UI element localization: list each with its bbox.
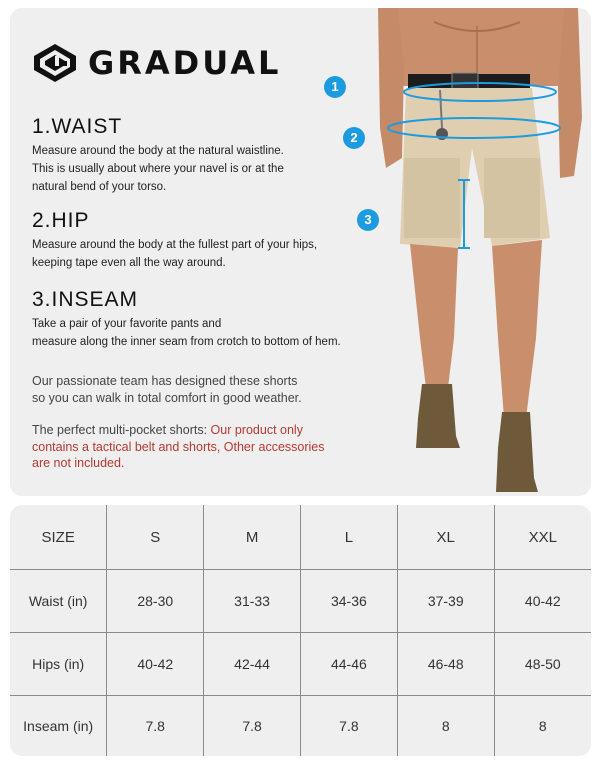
row-label: Inseam (in)	[10, 695, 107, 756]
table-header-cell: XXL	[494, 505, 591, 570]
table-header-cell: L	[300, 505, 397, 570]
table-cell: 7.8	[107, 695, 204, 756]
hip-marker-badge: 2	[343, 127, 365, 149]
inseam-section	[32, 288, 341, 351]
waist-description: Measure around the body at the natural waistline. This is usually about where your navel is or at the natural bend of your torso.	[32, 145, 284, 193]
inseam-marker-badge: 3	[357, 209, 379, 231]
inseam-title: 3.INSEAM	[32, 288, 139, 311]
table-cell: 8	[397, 695, 494, 756]
hip-title: 2.HIP	[32, 209, 90, 232]
table-row	[10, 695, 591, 756]
table-cell: 48-50	[494, 632, 591, 695]
table-header-row	[10, 505, 591, 570]
waist-title: 1.WAIST	[32, 115, 123, 138]
size-chart-table	[10, 505, 591, 756]
table-header-cell: SIZE	[10, 505, 107, 570]
table-cell: 44-46	[300, 632, 397, 695]
row-label: Waist (in)	[10, 570, 107, 633]
table-row	[10, 632, 591, 695]
inseam-description: Take a pair of your favorite pants and measure along the inner seam from crotch to bottom of hem.	[32, 318, 341, 348]
hip-section	[32, 209, 317, 272]
model-illustration	[364, 8, 591, 496]
table-header-cell: S	[107, 505, 204, 570]
brand-logo	[32, 42, 281, 84]
table-cell: 7.8	[300, 695, 397, 756]
table-cell: 40-42	[494, 570, 591, 633]
table-header-cell: XL	[397, 505, 494, 570]
table-cell: 42-44	[204, 632, 301, 695]
row-label: Hips (in)	[10, 632, 107, 695]
table-cell: 37-39	[397, 570, 494, 633]
brand-name: GRADUAL	[88, 44, 282, 82]
waist-section	[32, 115, 284, 196]
promo-text: Our passionate team has designed these shorts so you can walk in total comfort in good weather.	[32, 374, 302, 405]
hip-description: Measure around the body at the fullest part of your hips, keeping tape even all the way around.	[32, 239, 318, 269]
table-cell: 28-30	[107, 570, 204, 633]
table-cell: 7.8	[204, 695, 301, 756]
table-cell: 40-42	[107, 632, 204, 695]
size-guide-panel	[10, 8, 591, 496]
table-cell: 31-33	[204, 570, 301, 633]
table-cell: 34-36	[300, 570, 397, 633]
table-header-cell: M	[204, 505, 301, 570]
table-cell: 8	[494, 695, 591, 756]
gradual-logo-icon	[32, 42, 78, 84]
product-note: The perfect multi-pocket shorts: Our product only contains a tactical belt and shorts, Other accessories are not included.	[32, 423, 325, 470]
table-row	[10, 570, 591, 633]
waist-marker-badge: 1	[324, 76, 346, 98]
table-cell: 46-48	[397, 632, 494, 695]
